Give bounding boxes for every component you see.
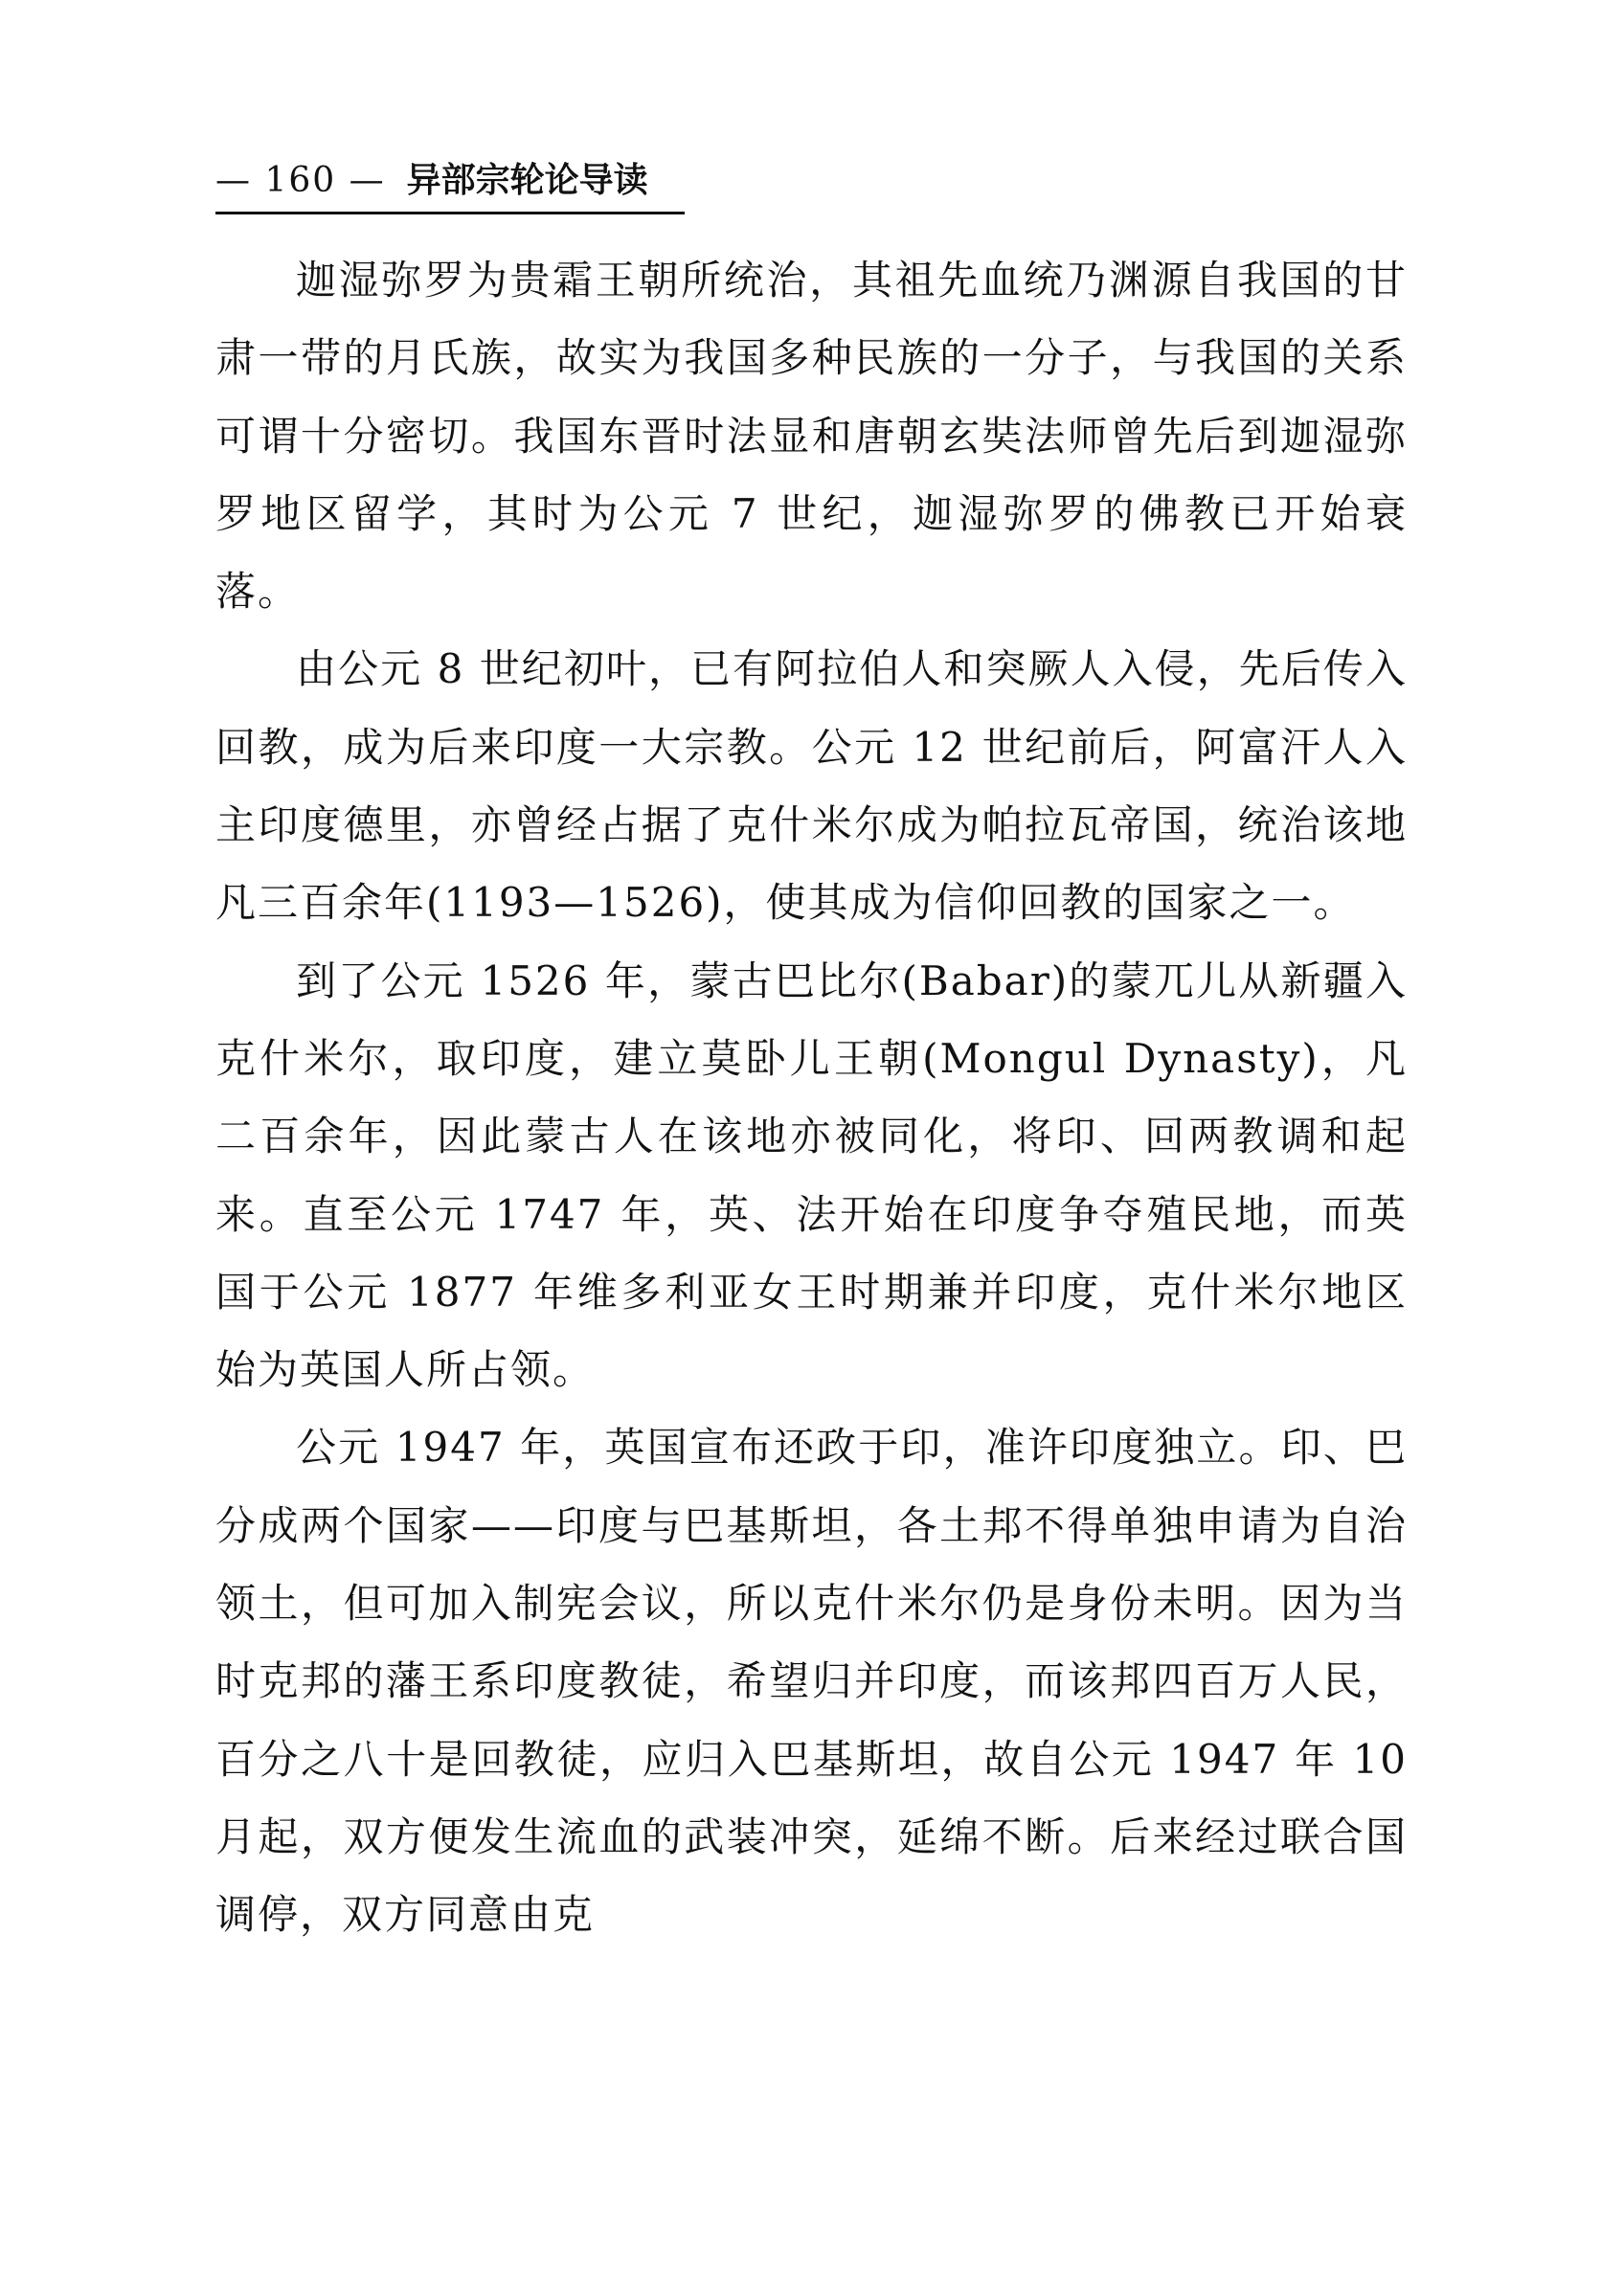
- paragraph-partition-conflict: 公元 1947 年，英国宣布还政于印，准许印度独立。印、巴分成两个国家——印度与巴基斯坦，各土邦不得单独申请为自治领土，但可加入制宪会议，所以克什米尔仍是身份未明。因为当时克邦的藩王系印度教徒，希望归并印度，而该邦四百万人民，百分之八十是回教徒，应归入巴基斯坦，故自公元 1947 年 10 月起，双方便发生流血的武装冲突，延绵不断。后来经过联合国调停，双方同意由克: [215, 1424, 1408, 1939]
- page-number: — 160 —: [215, 161, 386, 200]
- paragraph-islam-arrival: 由公元 8 世纪初叶，已有阿拉伯人和突厥人入侵，先后传入回教，成为后来印度一大宗教。公元 12 世纪前后，阿富汗人入主印度德里，亦曾经占据了克什米尔成为帕拉瓦帝国，统治该地凡三百余年(1193—1526)，使其成为信仰回教的国家之一。: [215, 645, 1408, 927]
- paragraph-mughal-british: 到了公元 1526 年，蒙古巴比尔(Babar)的蒙兀儿从新疆入克什米尔，取印度，建立莫卧儿王朝(Mongul Dynasty)，凡二百余年，因此蒙古人在该地亦被同化，将印、回两教调和起来。直至公元 1747 年，英、法开始在印度争夺殖民地，而英国于公元 1877 年维多利亚女王时期兼并印度，克什米尔地区始为英国人所占领。: [215, 956, 1408, 1394]
- running-header: [215, 158, 685, 214]
- body-text: [215, 241, 1408, 1954]
- book-title: 异部宗轮论导读: [406, 161, 648, 200]
- paragraph-kashmir-history: 迦湿弥罗为贵霜王朝所统治，其祖先血统乃渊源自我国的甘肃一带的月氏族，故实为我国多种民族的一分子，与我国的关系可谓十分密切。我国东晋时法显和唐朝玄奘法师曾先后到迦湿弥罗地区留学，其时为公元 7 世纪，迦湿弥罗的佛教已开始衰落。: [215, 257, 1408, 616]
